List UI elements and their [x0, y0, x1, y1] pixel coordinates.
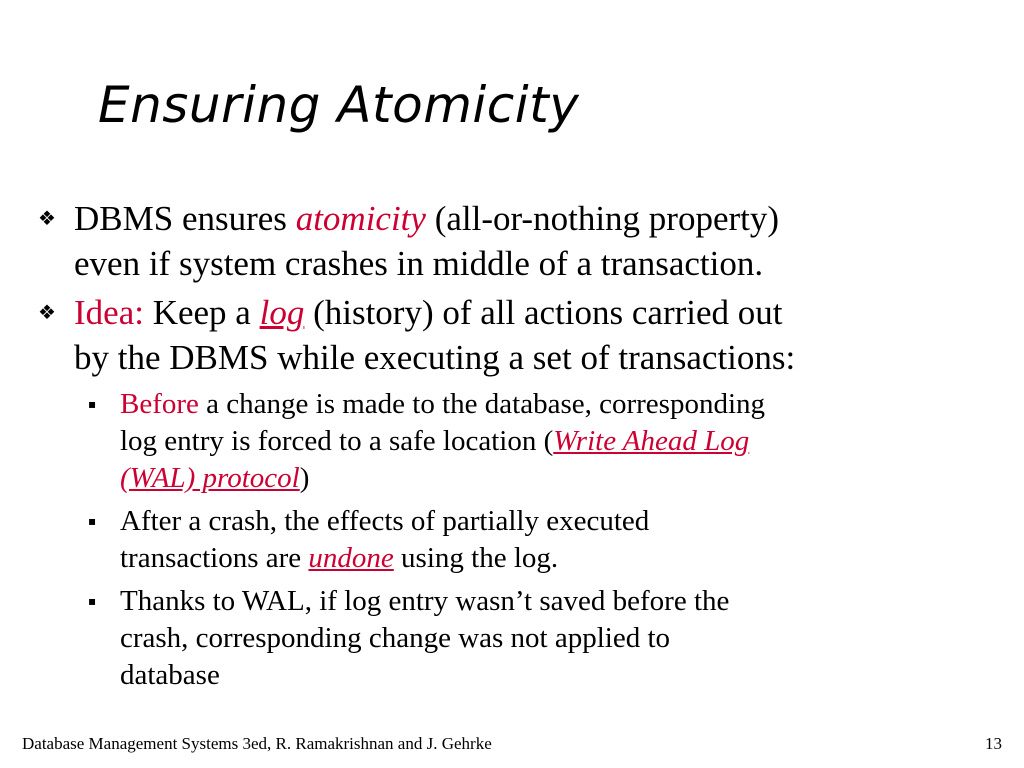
sub-bullet-text: log entry is forced to a safe location ( — [120, 425, 554, 457]
term-write-ahead-log: Write Ahead Log — [553, 425, 750, 457]
bullet-idea — [38, 290, 978, 380]
term-undone: undone — [308, 542, 394, 574]
page-number: 13 — [985, 734, 1002, 753]
slide-content — [38, 196, 978, 700]
bullet-text: Keep a — [143, 293, 260, 332]
diamond-bullet-icon: ❖ — [38, 206, 56, 230]
label-before: Before — [120, 388, 199, 420]
bullet-text: by the DBMS while executing a set of transactions: — [74, 338, 796, 377]
square-bullet-icon: ▪ — [88, 514, 97, 528]
term-wal-protocol: (WAL) protocol — [120, 462, 300, 494]
footer-citation: Database Management Systems 3ed, R. Ramakrishnan and J. Gehrke — [22, 734, 492, 753]
sub-bullet-text: database — [120, 659, 220, 691]
sub-bullet-text: After a crash, the effects of partially executed — [120, 505, 650, 537]
bullet-text: DBMS ensures — [74, 199, 296, 238]
sub-bullet-text: transactions are — [120, 542, 309, 574]
diamond-bullet-icon: ❖ — [38, 300, 56, 324]
bullet-text: (all-or-nothing property) — [425, 199, 780, 238]
term-atomicity: atomicity — [295, 199, 426, 238]
sub-bullet-text: ) — [299, 462, 310, 494]
sub-bullet-after-crash — [38, 503, 978, 577]
sub-bullet-text: using the log. — [393, 542, 559, 574]
square-bullet-icon: ▪ — [88, 594, 97, 608]
slide-title: Ensuring Atomicity — [98, 76, 580, 134]
label-idea: Idea: — [74, 293, 144, 332]
sub-bullet-text: crash, corresponding change was not applied to — [120, 622, 671, 654]
square-bullet-icon: ▪ — [88, 397, 97, 411]
sub-bullet-text: a change is made to the database, corresponding — [198, 388, 766, 420]
bullet-text: (history) of all actions carried out — [304, 293, 783, 332]
sub-bullet-text: Thanks to WAL, if log entry wasn’t saved before the — [120, 585, 730, 617]
sub-bullet-thanks-to-wal — [38, 583, 978, 694]
bullet-atomicity — [38, 196, 978, 286]
sub-bullet-before — [38, 386, 978, 497]
term-log: log — [259, 293, 305, 332]
bullet-text: even if system crashes in middle of a transaction. — [74, 244, 764, 283]
